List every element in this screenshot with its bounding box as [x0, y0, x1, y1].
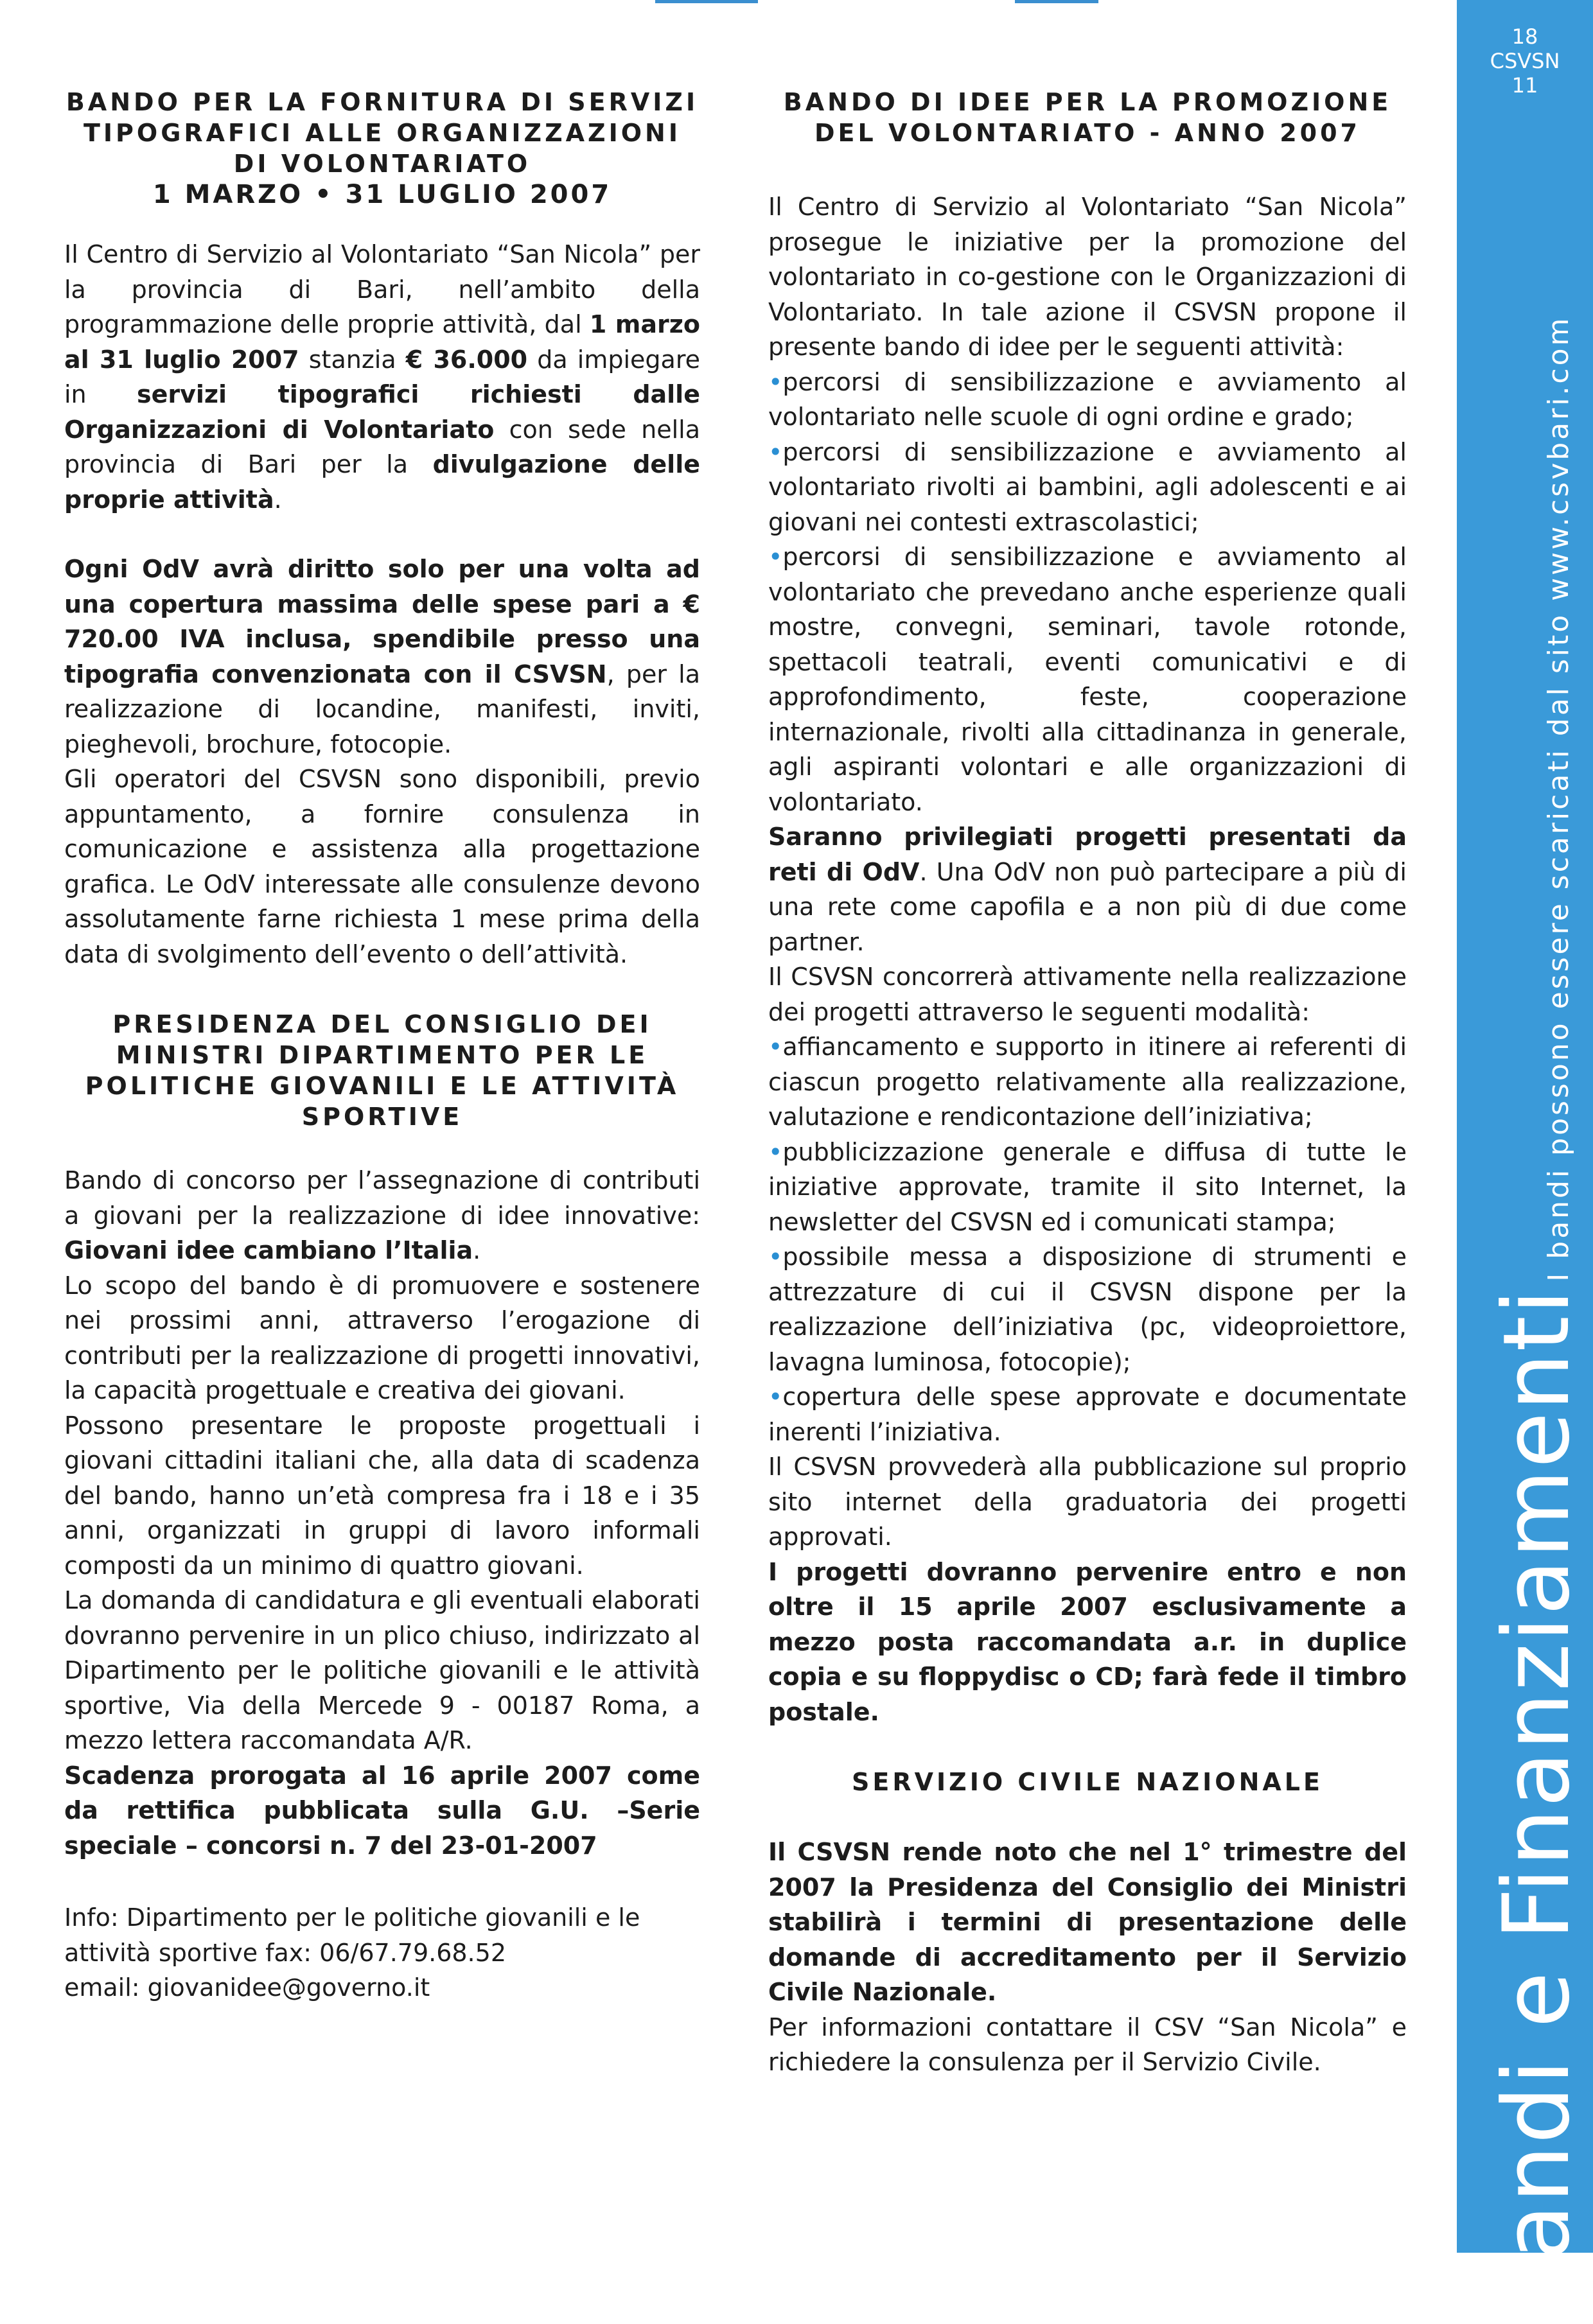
highlight: Saranno privilegiati progetti presentati da reti di OdV [768, 823, 1407, 886]
list-item-text: percorsi di sensibilizzazione e avviamento al volontariato nelle scuole di ogni ordine e grado; [768, 367, 1407, 431]
title-line: MINISTRI DIPARTIMENTO PER LE [116, 1041, 649, 1069]
highlight: divulgazione delle proprie attività [64, 450, 700, 514]
highlight: Ogni OdV avrà diritto solo per una volta ad una copertura massima delle spese pari a € 720.00 IVA inclusa, spendibile presso una tipografia convenzionata con il CSVSN [64, 555, 700, 688]
deadline-note: Scadenza prorogata al 16 aprile 2007 come da rettifica pubblicata sulla G.U. –Serie speciale – concorsi n. 7 del 23-01-2007 [64, 1761, 700, 1860]
list-item [768, 435, 1407, 540]
title-line: SPORTIVE [301, 1103, 463, 1131]
paragraph: Lo scopo del bando è di promuovere e sostenere nei prossimi anni, attraverso l’erogazione di contributi per la realizzazione di progetti innovativi, la capacità progettuale e creativa dei giovani. [64, 1271, 700, 1404]
text: . Una OdV non può partecipare a più di una rete come capofila e a non più di due come partner. [768, 857, 1407, 956]
issue-name: CSVSN [1490, 49, 1560, 73]
highlight: servizi tipografici richiesti dalle Organizzazioni di Volontariato [64, 380, 700, 444]
title-line: BANDO PER LA FORNITURA DI SERVIZI [66, 88, 699, 116]
text: con sede nella provincia di Bari per la [64, 415, 700, 478]
paragraph [64, 552, 700, 762]
page-number-block [1457, 24, 1593, 98]
top-rule-right [1015, 0, 1098, 3]
article-title-servizio-civile: SERVIZIO CIVILE NAZIONALE [852, 1768, 1323, 1796]
paragraph: Il Centro di Servizio al Volontariato “San Nicola” prosegue le iniziative per la promozione del volontariato in co-gestione con le Organizzazioni di Volontariato. In tale azione il CSVSN propone il presente bando di idee per le seguenti attività: [768, 193, 1407, 361]
list-item [768, 539, 1407, 819]
list-item [768, 1029, 1407, 1135]
title-line: POLITICHE GIOVANILI E LE ATTIVITÀ [85, 1072, 680, 1100]
article-servizio-civile [768, 1767, 1407, 2080]
paragraph: Il CSVSN rende noto che nel 1° trimestre del 2007 la Presidenza del Consiglio dei Ministri stabilirà i termini di presentazione delle domande di accreditamento per il Servizio Civile Nazionale. [768, 1838, 1407, 2006]
article-dates: 1 MARZO • 31 LUGLIO 2007 [152, 180, 612, 209]
article-tipografici [64, 87, 700, 972]
list-item-text: possibile messa a disposizione di strumenti e attrezzature di cui il CSVSN dispone per la realizzazione dell’iniziativa (pc, videoproiettore, lavagna luminosa, fotocopie); [768, 1243, 1407, 1376]
text: Bando di concorso per l’assegnazione di contributi a giovani per la realizzazione di idee innovative: [64, 1166, 700, 1230]
paragraph [64, 1163, 700, 1268]
article-bando-idee [768, 87, 1407, 1729]
date-range: 1 marzo al 31 luglio 2007 [64, 310, 701, 374]
download-note: I bandi possono essere scaricati dal sito www.csvbari.com [1542, 315, 1575, 1282]
paragraph: Il CSVSN provvederà alla pubblicazione sul proprio sito internet della graduatoria dei progetti approvati. [768, 1453, 1407, 1551]
amount: € 36.000 [405, 345, 528, 374]
text: da impiegare in [64, 345, 701, 408]
title-line: BANDO DI IDEE PER LA PROMOZIONE [783, 88, 1392, 116]
deadline-note: I progetti dovranno pervenire entro e non oltre il 15 aprile 2007 esclusivamente a mezzo posta raccomandata a.r. in duplice copia e su floppydisc o CD; farà fede il timbro postale. [768, 1557, 1407, 1726]
title-line: DEL VOLONTARIATO - ANNO 2007 [814, 119, 1360, 147]
text: Il Centro di Servizio al Volontariato “San Nicola” per la provincia di Bari, nell’ambito della programmazione delle proprie attività, dal [64, 240, 700, 338]
paragraph: Gli operatori del CSVSN sono disponibili, previo appuntamento, a fornire consulenza in comunicazione e assistenza alla progettazione grafica. Le OdV interessate alle consulenze devono assolutamente farne richiesta 1 mese prima della data di svolgimento dell’evento o dell’attività. [64, 765, 700, 968]
section-sidebar [1457, 0, 1593, 2324]
paragraph [768, 819, 1407, 959]
contact-info [64, 1900, 700, 2005]
issue-number: 11 [1511, 73, 1538, 98]
title-line: TIPOGRAFICI ALLE ORGANIZZAZIONI [83, 119, 681, 147]
paragraph: Per informazioni contattare il CSV “San Nicola” e richiedere la consulenza per il Servizio Civile. [768, 2013, 1407, 2076]
article-title-presidenza [64, 1009, 700, 1132]
list-item [768, 1239, 1407, 1379]
text: stanzia [299, 345, 406, 374]
paragraph: La domanda di candidatura e gli eventuali elaborati dovranno pervenire in un plico chiuso, indirizzato al Dipartimento per le politiche giovanili e le attività sportive, Via della Mercede 9 - 00187 Roma, a mezzo lettera raccomandata A/R. [64, 1586, 700, 1754]
paragraph: Il CSVSN concorrerà attivamente nella realizzazione dei progetti attraverso le seguenti modalità: [768, 963, 1407, 1026]
bullet-dot-icon: • [768, 1033, 783, 1061]
page-number: 18 [1511, 24, 1538, 49]
top-rule-left [655, 0, 758, 3]
paragraph: Possono presentare le proposte progettuali i giovani cittadini italiani che, alla data di scadenza del bando, hanno un’età compresa fra i 18 e i 35 anni, organizzati in gruppi di lavoro informali composti da un minimo di quattro giovani. [64, 1411, 700, 1580]
section-title: Bandi e Finanziamenti [1484, 1288, 1590, 2324]
bullet-dot-icon: • [768, 1243, 783, 1271]
highlight: Giovani idee cambiano l’Italia [64, 1236, 473, 1264]
title-line: DI VOLONTARIATO [233, 150, 531, 178]
bullet-dot-icon: • [768, 1137, 783, 1166]
paragraph [64, 237, 700, 517]
bullet-dot-icon: • [768, 367, 783, 396]
bullet-dot-icon: • [768, 437, 783, 466]
left-column [64, 87, 700, 2005]
list-item [768, 365, 1407, 435]
bullet-dot-icon: • [768, 543, 783, 571]
article-title-tipografici [64, 87, 700, 179]
text: . [274, 485, 282, 514]
info-text: Info: Dipartimento per le politiche giovanili e le attività sportive fax: 06/67.79.68.52 [64, 1903, 640, 1967]
email-text: email: giovanidee@governo.it [64, 1973, 430, 2002]
list-item-text: percorsi di sensibilizzazione e avviamento al volontariato che prevedano anche esperienze quali mostre, convegni, seminari, tavole rotonde, spettacoli teatrali, eventi comunicativi e di approfondimento, feste, cooperazione internazionale, rivolti alla cittadinanza in generale, agli aspiranti volontari e alle organizzazioni di volontariato. [768, 543, 1407, 816]
list-item-text: percorsi di sensibilizzazione e avviamento al volontariato rivolti ai bambini, agli adolescenti e ai giovani nei contesti extrascolastici; [768, 437, 1407, 536]
bullet-dot-icon: • [768, 1383, 783, 1411]
title-line: PRESIDENZA DEL CONSIGLIO DEI [112, 1010, 652, 1038]
list-item-text: pubblicizzazione generale e diffusa di tutte le iniziative approvate, tramite il sito Internet, la newsletter del CSVSN ed i comunicati stampa; [768, 1137, 1407, 1236]
right-column [768, 87, 1407, 2080]
list-item [768, 1379, 1407, 1449]
list-item [768, 1135, 1407, 1240]
article-giovani-idee [64, 1009, 700, 2005]
article-title-bando-idee [768, 87, 1407, 148]
text: , per la realizzazione di locandine, manifesti, inviti, pieghevoli, brochure, fotocopie. [64, 660, 700, 758]
list-item-text: copertura delle spese approvate e documentate inerenti l’iniziativa. [768, 1383, 1407, 1446]
text: . [473, 1236, 481, 1264]
vertical-section-label [1484, 315, 1590, 2324]
list-item-text: affiancamento e supporto in itinere ai referenti di ciascun progetto relativamente alla realizzazione, valutazione e rendicontazione dell’iniziativa; [768, 1033, 1407, 1131]
